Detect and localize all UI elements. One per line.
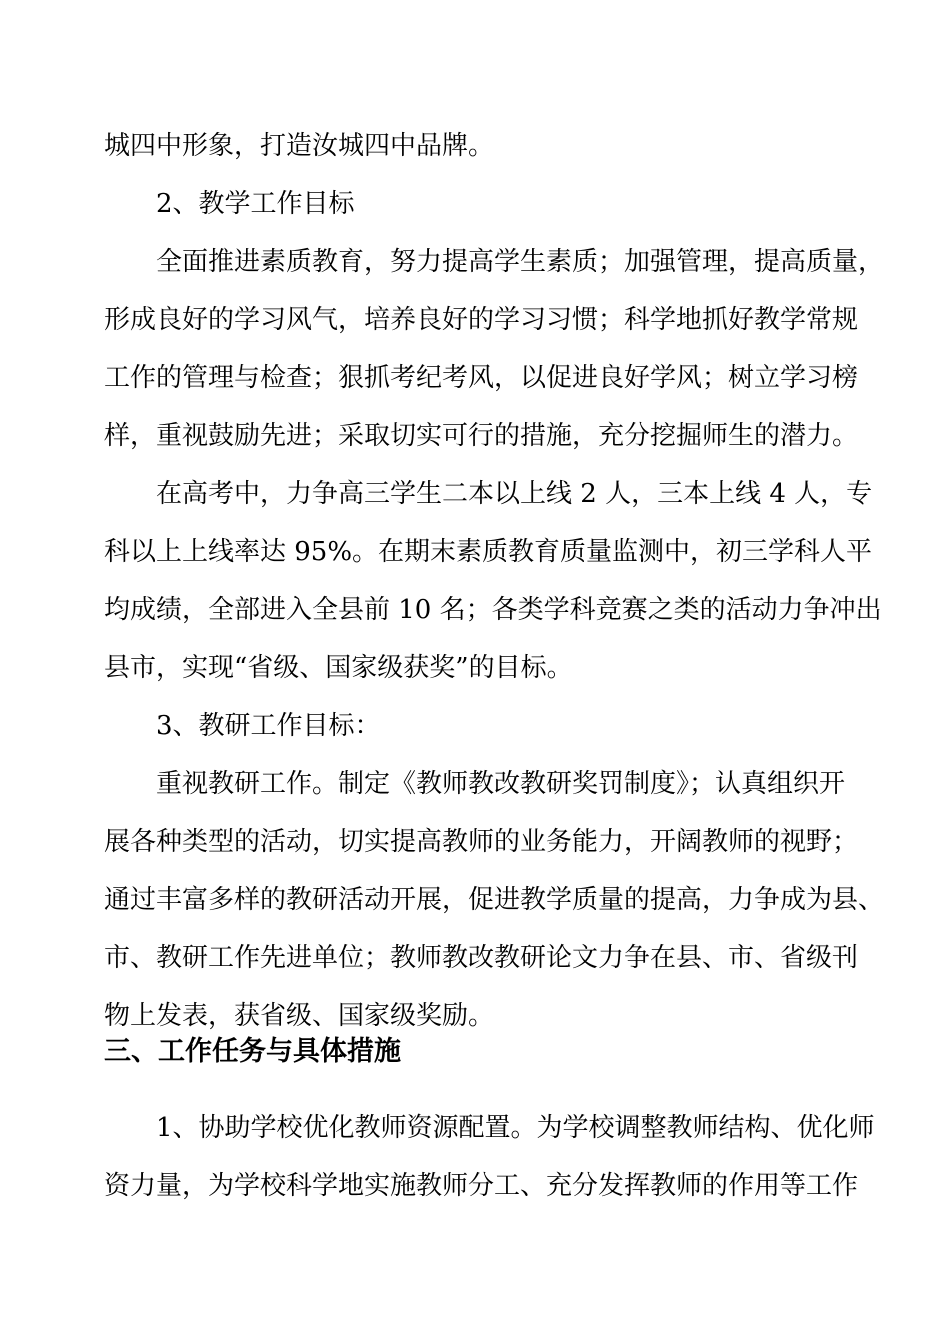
paragraph-line: 通过丰富多样的教研活动开展，促进教学质量的提高，力争成为县、 bbox=[104, 885, 885, 915]
paragraph-line: 样，重视鼓励先进；采取切实可行的措施，充分挖掘师生的潜力。 bbox=[104, 421, 859, 451]
subheading-line: 3、教研工作目标： bbox=[156, 711, 381, 741]
paragraph-line: 在高考中，力争高三学生二本以上线 2 人，三本上线 4 人，专 bbox=[156, 479, 873, 509]
paragraph-line: 物上发表，获省级、国家级奖励。 bbox=[104, 1001, 495, 1031]
paragraph-line: 重视教研工作。制定《教师教改教研奖罚制度》；认真组织开 bbox=[156, 769, 846, 799]
paragraph-line: 城四中形象，打造汝城四中品牌。 bbox=[104, 131, 495, 161]
paragraph-line: 1、协助学校优化教师资源配置。为学校调整教师结构、优化师 bbox=[156, 1113, 875, 1143]
subheading-line: 2、教学工作目标 bbox=[156, 189, 355, 219]
paragraph-line: 资力量，为学校科学地实施教师分工、充分发挥教师的作用等工作 bbox=[104, 1171, 859, 1201]
section-heading: 三、工作任务与具体措施 bbox=[104, 1036, 401, 1067]
paragraph-line: 工作的管理与检查；狠抓考纪考风，以促进良好学风；树立学习榜 bbox=[104, 363, 859, 393]
paragraph-line: 均成绩，全部进入全县前 10 名；各类学科竞赛之类的活动力争冲出 bbox=[104, 595, 882, 625]
paragraph-line: 全面推进素质教育，努力提高学生素质；加强管理，提高质量， bbox=[156, 247, 885, 277]
paragraph-line: 县市，实现“省级、国家级获奖”的目标。 bbox=[104, 653, 573, 683]
paragraph-line: 形成良好的学习风气，培养良好的学习习惯；科学地抓好教学常规 bbox=[104, 305, 859, 335]
paragraph-line: 科以上上线率达 95%。在期末素质教育质量监测中，初三学科人平 bbox=[104, 537, 873, 567]
paragraph-line: 市、教研工作先进单位；教师教改教研论文力争在县、市、省级刊 bbox=[104, 943, 859, 973]
paragraph-line: 展各种类型的活动，切实提高教师的业务能力，开阔教师的视野； bbox=[104, 827, 859, 857]
